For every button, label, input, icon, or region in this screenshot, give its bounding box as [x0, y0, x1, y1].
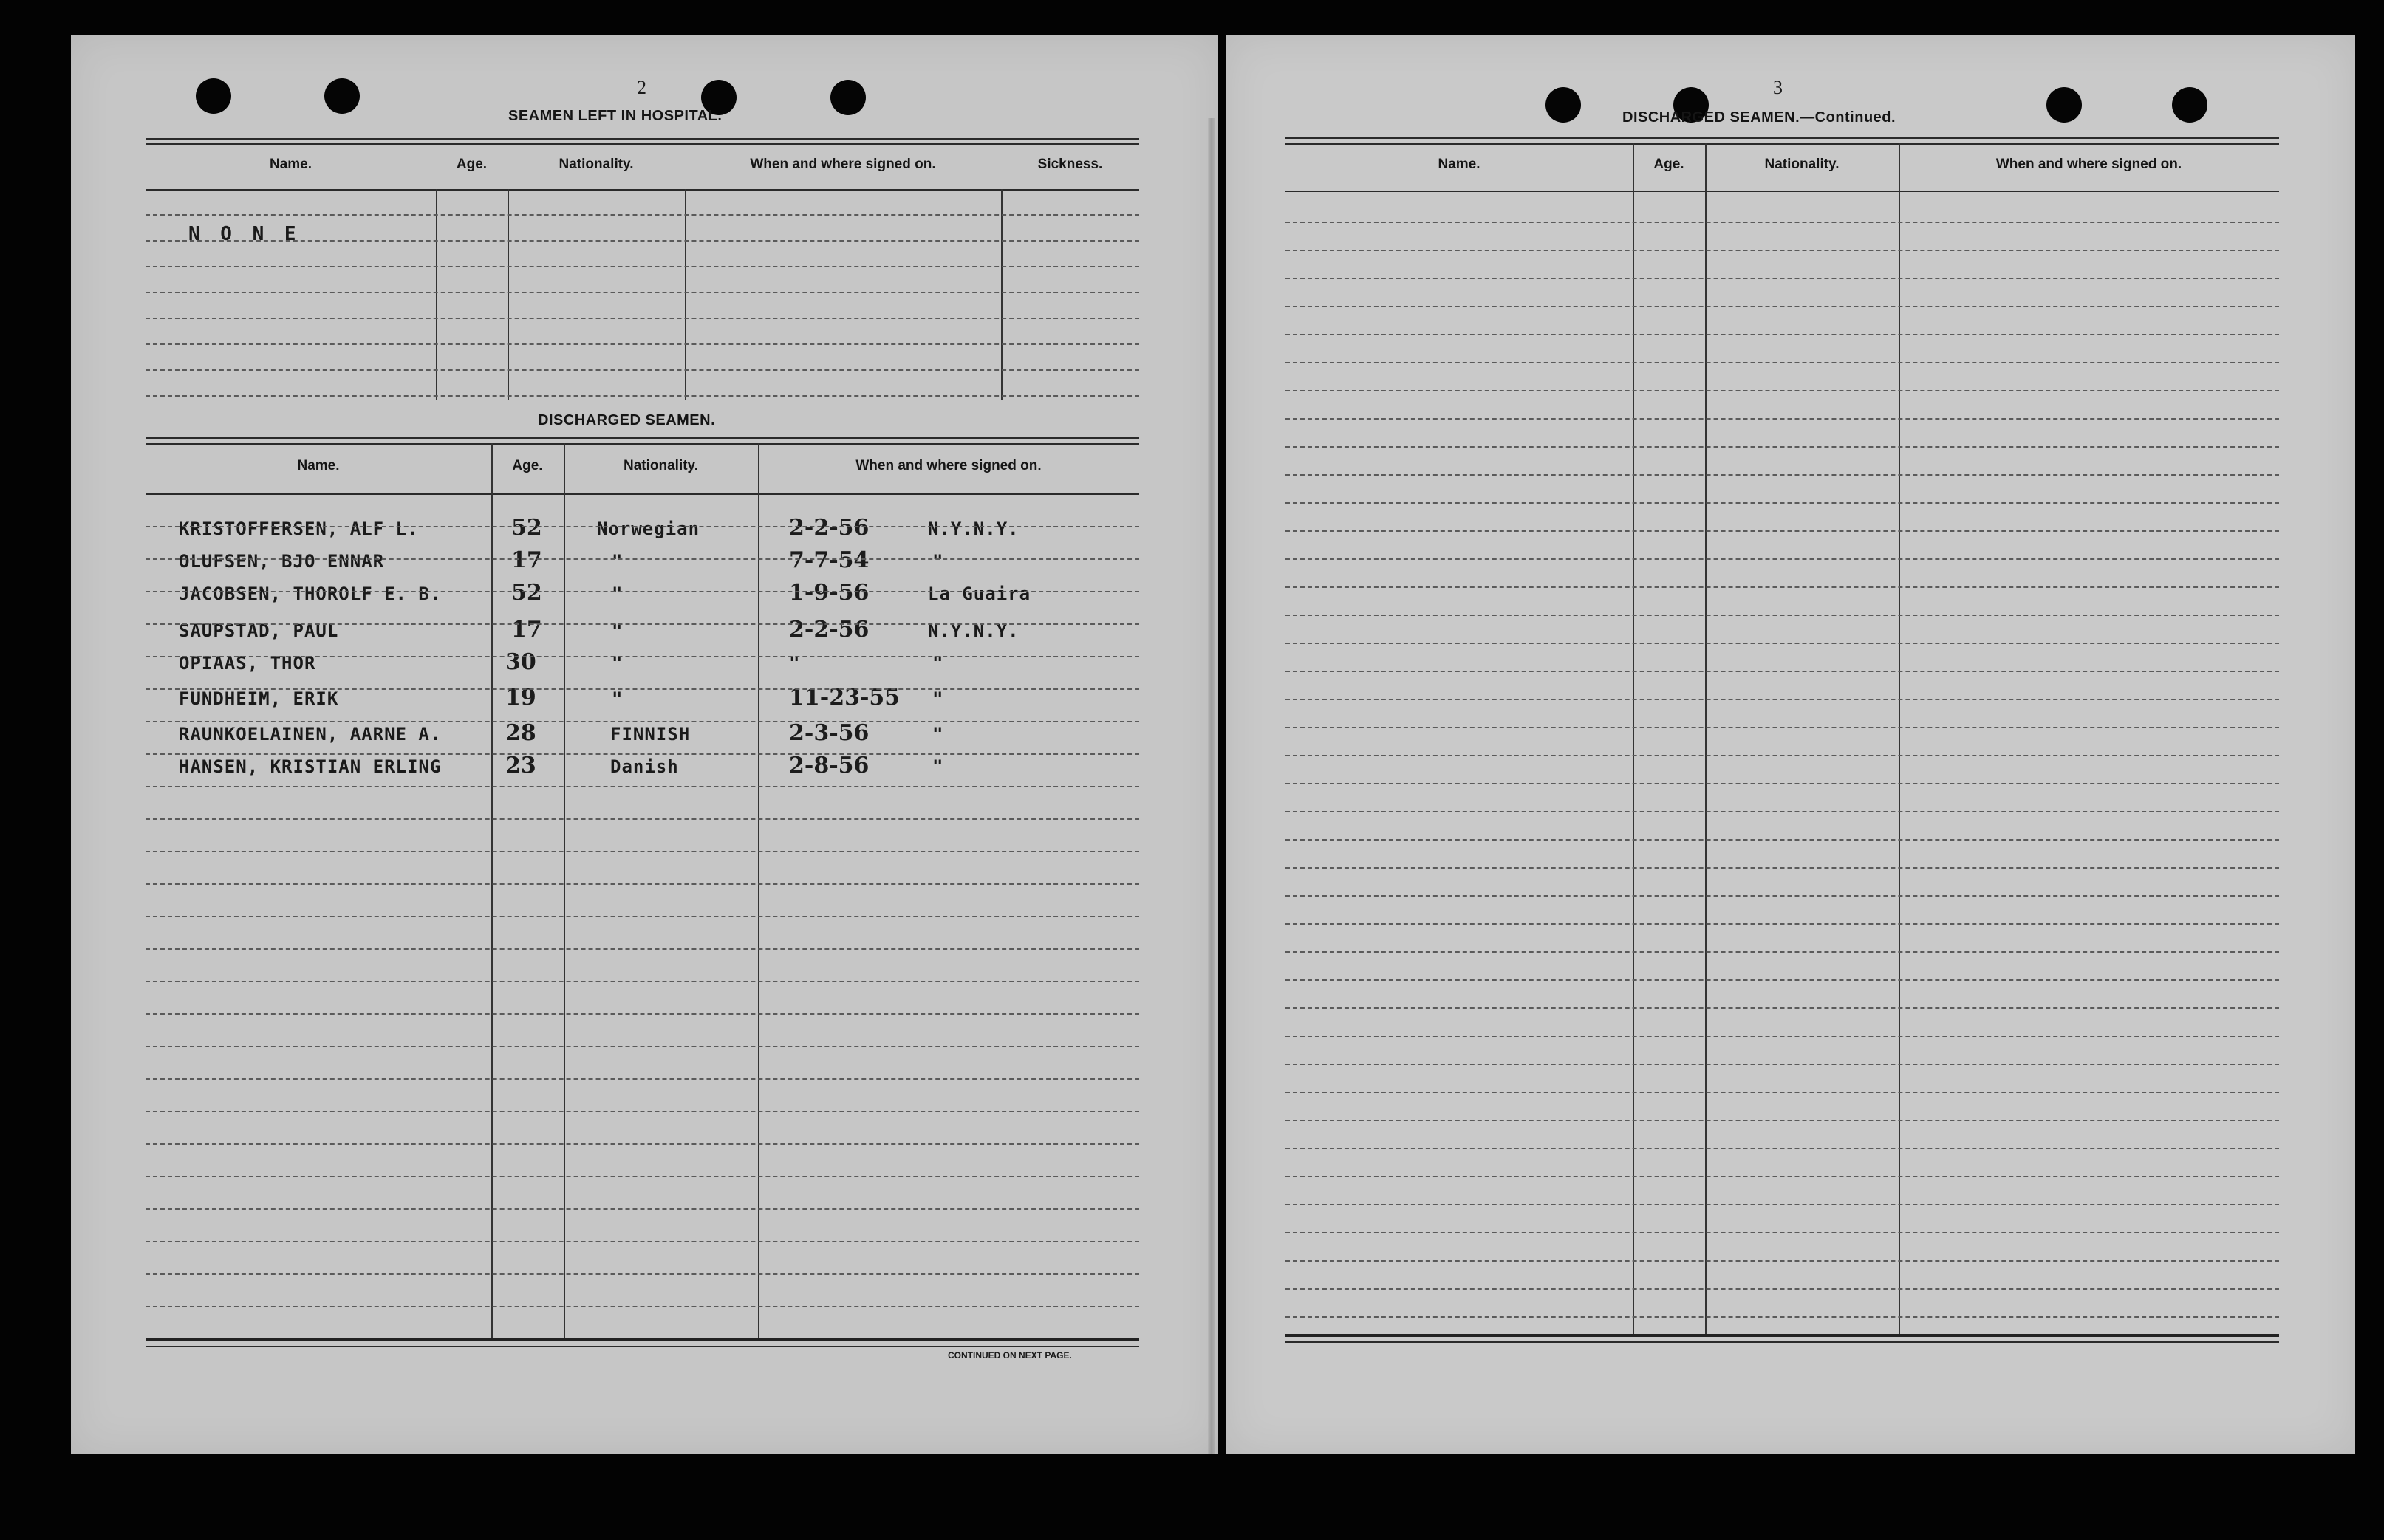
row-4-nationality: ": [612, 620, 624, 641]
row-2-name: OLUFSEN, BJO ENNAR: [179, 551, 385, 572]
row-1-age: 52: [511, 515, 542, 541]
col-header-signed-on: When and where signed on.: [750, 157, 936, 172]
dashed-rule: [1285, 558, 2279, 560]
dashed-rule: [1285, 502, 2279, 504]
dashed-rule: [1285, 699, 2279, 700]
row-2-age: 17: [511, 547, 542, 573]
dashed-rule: [146, 1013, 1139, 1015]
continued-note: CONTINUED ON NEXT PAGE.: [948, 1350, 1072, 1361]
dashed-rule: [146, 623, 1139, 625]
row-4-place: N.Y.N.Y.: [928, 620, 1019, 641]
row-2-nationality: ": [612, 551, 624, 572]
dashed-rule: [1285, 334, 2279, 335]
dashed-rule: [1285, 446, 2279, 448]
row-7-place: ": [932, 724, 944, 745]
dashed-rule: [146, 721, 1139, 722]
dashed-rule: [146, 1208, 1139, 1210]
row-6-age: 19: [505, 685, 536, 711]
dashed-rule: [1285, 390, 2279, 391]
dashed-rule: [1285, 727, 2279, 728]
dashed-rule: [1285, 1148, 2279, 1149]
dashed-rule: [1285, 755, 2279, 756]
rule: [146, 443, 1139, 445]
dashed-rule: [1285, 278, 2279, 279]
dashed-rule: [1285, 979, 2279, 981]
dashed-rule: [146, 1111, 1139, 1112]
dashed-rule: [1285, 362, 2279, 363]
rule: [1285, 1341, 2279, 1343]
dashed-rule: [146, 240, 1139, 242]
row-5-nationality: ": [612, 653, 624, 674]
row-8-name: HANSEN, KRISTIAN ERLING: [179, 756, 442, 777]
dashed-rule: [1285, 811, 2279, 812]
col-divider: [1899, 143, 1900, 1337]
row-3-place: La Guaira: [928, 584, 1031, 604]
col-header-nationality: Nationality.: [1764, 157, 1840, 172]
dashed-rule: [146, 343, 1139, 345]
dashed-rule: [1285, 1007, 2279, 1009]
page-number: 2: [637, 77, 646, 98]
col-header-name: Name.: [1438, 157, 1480, 172]
row-1-nationality: Norwegian: [597, 519, 700, 539]
row-5-age: 30: [505, 649, 536, 675]
dashed-rule: [1285, 1120, 2279, 1121]
dashed-rule: [1285, 474, 2279, 476]
dashed-rule: [146, 292, 1139, 293]
col-header-signed-on: When and where signed on.: [1995, 157, 2182, 172]
col-divider: [564, 443, 565, 1340]
section-title-discharged-continued: DISCHARGED SEAMEN.—Continued.: [1622, 109, 1896, 126]
row-6-name: FUNDHEIM, ERIK: [179, 688, 339, 709]
dashed-rule: [146, 753, 1139, 755]
col-divider: [491, 443, 493, 1340]
col-header-name: Name.: [297, 458, 340, 473]
dashed-rule: [146, 818, 1139, 820]
dashed-rule: [146, 591, 1139, 592]
row-8-age: 23: [505, 753, 536, 778]
dashed-rule: [1285, 867, 2279, 869]
dashed-rule: [1285, 418, 2279, 420]
dashed-rule: [1285, 250, 2279, 251]
dashed-rule: [146, 1273, 1139, 1275]
row-1-name: KRISTOFFERSEN, ALF L.: [179, 519, 419, 539]
row-8-place: ": [932, 756, 944, 777]
dashed-rule: [1285, 306, 2279, 307]
row-1-place: N.Y.N.Y.: [928, 519, 1019, 539]
hospital-entry: N O N E: [188, 223, 301, 245]
dashed-rule: [1285, 615, 2279, 616]
col-divider: [758, 443, 759, 1340]
dashed-rule: [146, 786, 1139, 787]
col-header-name: Name.: [269, 157, 312, 172]
rule: [146, 143, 1139, 145]
binding-fold: [1208, 118, 1215, 1510]
row-4-name: SAUPSTAD, PAUL: [179, 620, 339, 641]
row-8-nationality: Danish: [610, 756, 679, 777]
section-title-discharged: DISCHARGED SEAMEN.: [538, 412, 716, 428]
dashed-rule: [1285, 895, 2279, 897]
dashed-rule: [146, 656, 1139, 657]
row-2-date: 7-7-54: [789, 547, 870, 573]
dashed-rule: [146, 214, 1139, 216]
row-4-date: 2-2-56: [789, 617, 870, 643]
row-6-nationality: ": [612, 688, 624, 709]
col-divider: [1633, 143, 1634, 1337]
page-number: 3: [1773, 77, 1783, 98]
rule: [146, 138, 1139, 140]
dashed-rule: [1285, 1176, 2279, 1177]
dashed-rule: [146, 916, 1139, 917]
dashed-rule: [1285, 839, 2279, 841]
row-3-nationality: ": [612, 584, 624, 604]
dashed-rule: [1285, 222, 2279, 223]
punch-hole: [324, 78, 360, 114]
row-6-date: 11-23-55: [789, 685, 901, 711]
row-2-place: ": [932, 551, 944, 572]
dashed-rule: [1285, 783, 2279, 784]
dashed-rule: [1285, 643, 2279, 644]
rule: [146, 437, 1139, 439]
dashed-rule: [146, 318, 1139, 319]
row-7-nationality: FINNISH: [610, 724, 691, 745]
col-header-age: Age.: [456, 157, 488, 172]
dashed-rule: [146, 948, 1139, 950]
dashed-rule: [1285, 586, 2279, 588]
row-1-date: 2-2-56: [789, 515, 870, 541]
section-title-hospital: SEAMEN LEFT IN HOSPITAL.: [508, 108, 723, 124]
dashed-rule: [146, 369, 1139, 371]
rule: [146, 189, 1139, 191]
dashed-rule: [146, 266, 1139, 267]
col-header-age: Age.: [512, 458, 543, 473]
row-5-place: ": [932, 653, 944, 674]
rule: [146, 1338, 1139, 1341]
dashed-rule: [1285, 951, 2279, 953]
rule: [1285, 191, 2279, 192]
dashed-rule: [1285, 1316, 2279, 1318]
punch-hole: [1545, 87, 1581, 123]
row-3-name: JACOBSEN, THOROLF E. B.: [179, 584, 442, 604]
dashed-rule: [146, 851, 1139, 852]
dashed-rule: [1285, 671, 2279, 672]
dashed-rule: [1285, 1092, 2279, 1093]
dashed-rule: [1285, 1260, 2279, 1262]
dashed-rule: [1285, 530, 2279, 532]
col-header-sickness: Sickness.: [1037, 157, 1103, 172]
rule: [1285, 137, 2279, 139]
col-header-nationality: Nationality.: [559, 157, 634, 172]
row-7-name: RAUNKOELAINEN, AARNE A.: [179, 724, 442, 745]
dashed-rule: [146, 883, 1139, 885]
dashed-rule: [1285, 1232, 2279, 1233]
row-7-date: 2-3-56: [789, 720, 870, 746]
punch-hole: [2046, 87, 2082, 123]
dashed-rule: [1285, 1288, 2279, 1290]
row-6-place: ": [932, 688, 944, 709]
dashed-rule: [146, 395, 1139, 397]
right-page: [1226, 35, 2355, 1454]
row-5-name: OPIAAS, THOR: [179, 653, 316, 674]
col-header-age: Age.: [1653, 157, 1684, 172]
dashed-rule: [146, 558, 1139, 560]
dashed-rule: [146, 688, 1139, 690]
row-3-age: 52: [511, 580, 542, 606]
col-header-signed-on: When and where signed on.: [855, 458, 1042, 473]
dashed-rule: [146, 981, 1139, 982]
row-5-date: ": [789, 653, 801, 674]
punch-hole: [830, 80, 866, 115]
rule: [146, 1346, 1139, 1347]
punch-hole: [196, 78, 231, 114]
punch-hole: [2172, 87, 2207, 123]
rule: [146, 493, 1139, 495]
row-7-age: 28: [505, 720, 536, 746]
row-3-date: 1-9-56: [789, 580, 870, 606]
dashed-rule: [146, 1046, 1139, 1047]
dashed-rule: [146, 1078, 1139, 1080]
dashed-rule: [1285, 923, 2279, 925]
dashed-rule: [1285, 1064, 2279, 1065]
dashed-rule: [1285, 1204, 2279, 1205]
row-8-date: 2-8-56: [789, 753, 870, 778]
col-header-nationality: Nationality.: [624, 458, 698, 473]
col-divider: [1705, 143, 1707, 1337]
row-4-age: 17: [511, 617, 542, 643]
dashed-rule: [1285, 1036, 2279, 1037]
dashed-rule: [146, 1176, 1139, 1177]
dashed-rule: [146, 1143, 1139, 1145]
rule: [1285, 143, 2279, 145]
dashed-rule: [146, 1306, 1139, 1307]
dashed-rule: [146, 1241, 1139, 1242]
dashed-rule: [146, 526, 1139, 527]
rule: [1285, 1334, 2279, 1337]
